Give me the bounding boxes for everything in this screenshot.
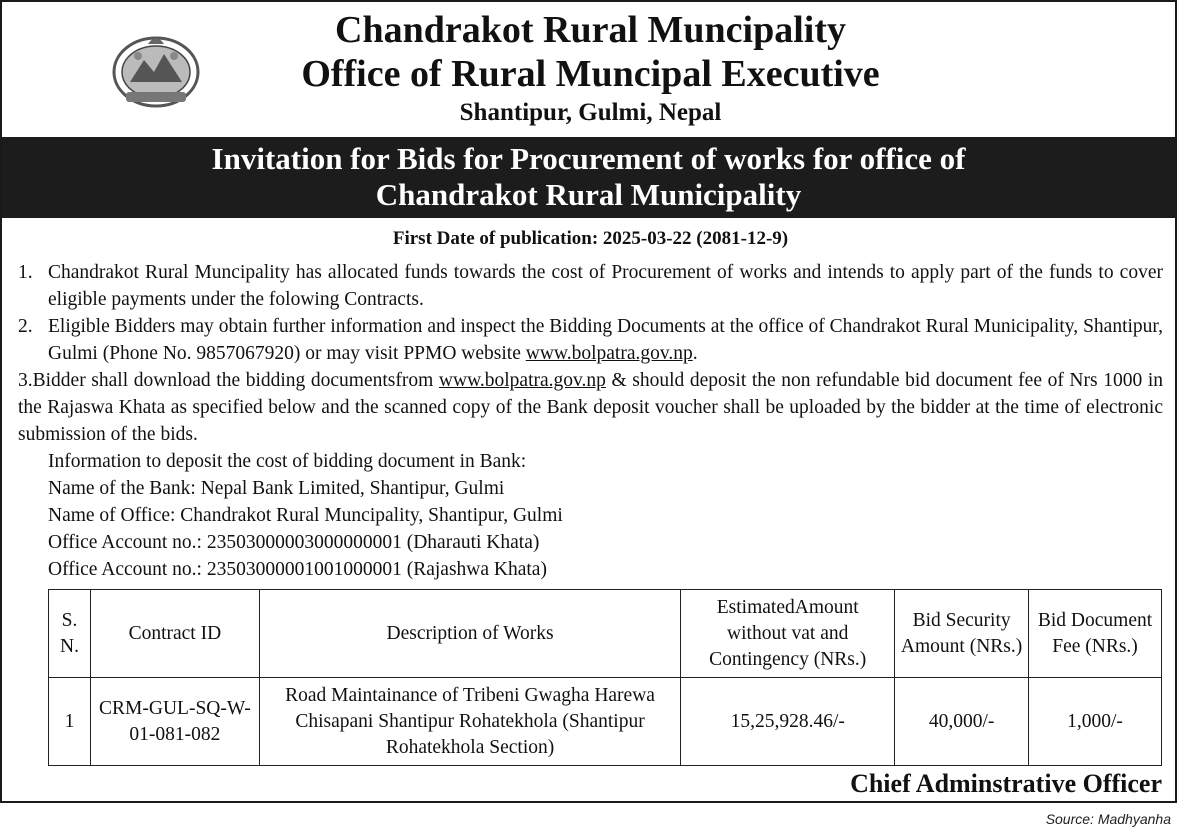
- header-contract-id: Contract ID: [90, 590, 259, 678]
- cell-estimated-amount: 15,25,928.46/-: [681, 678, 895, 766]
- header-estimated-amount: EstimatedAmount without vat and Contingency (NRs.): [681, 590, 895, 678]
- municipality-title: Chandrakot Rural Muncipality: [335, 9, 846, 51]
- office-name: Name of Office: Chandrakot Rural Muncipality, Shantipur, Gulmi: [48, 505, 563, 526]
- paragraph-3-rest: & should deposit the non refundable bid document fee of Nrs 1000 in the Rajaswa Khata as specified below and the scanned copy of the Bank deposit voucher shall be uploaded by the bidder at the time of electronic submission of the bids.: [18, 370, 1163, 445]
- paragraph-2-text: [48, 313, 1163, 367]
- office-title: Office of Rural Muncipal Executive: [301, 53, 880, 95]
- header: [0, 0, 1181, 136]
- cell-contract-id: CRM-GUL-SQ-W-01-081-082: [90, 678, 259, 766]
- header-description: Description of Works: [259, 590, 680, 678]
- paragraph-2: [18, 313, 1163, 367]
- header-bid-security: Bid Security Amount (NRs.): [895, 590, 1029, 678]
- signature: Chief Adminstrative Officer: [850, 769, 1162, 798]
- works-table: [48, 589, 1162, 766]
- paragraph-2-text-b: .: [692, 343, 698, 364]
- notice-body: [18, 259, 1163, 583]
- paragraph-1-text: Chandrakot Rural Muncipality has allocated funds towards the cost of Procurement of works and intends to apply part of the funds to cover eligible payments under the folowing Contracts.: [48, 262, 1163, 310]
- invitation-banner: [2, 137, 1175, 218]
- account-dharauti: Office Account no.: 23503000003000000001 (Dharauti Khata): [48, 532, 540, 553]
- paragraph-3-prefix: 3.Bidder shall download the bidding documentsfrom: [18, 370, 439, 391]
- office-address: Shantipur, Gulmi, Nepal: [459, 99, 722, 126]
- account-rajashwa: Office Account no.: 23503000001001000001 (Rajashwa Khata): [48, 559, 547, 580]
- cell-description: Road Maintainance of Tribeni Gwagha Harewa Chisapani Shantipur Rohatekhola (Shantipur Rohatekhola Section): [259, 678, 680, 766]
- table-header-row: [49, 590, 1162, 678]
- paragraph-3-text: [18, 367, 1163, 448]
- cell-bid-security: 40,000/-: [895, 678, 1029, 766]
- cell-sn: 1: [49, 678, 91, 766]
- paragraph-3: [18, 367, 1163, 448]
- table-row: [49, 678, 1162, 766]
- banner-line-2: Chandrakot Rural Municipality: [375, 177, 802, 212]
- paragraph-2-text-a: Eligible Bidders may obtain further information and inspect the Bidding Documents at the office of Chandrakot Rural Municipality, Shantipur, Gulmi (Phone No. 9857067920) or may visit PPMO website: [48, 316, 1163, 364]
- cell-document-fee: 1,000/-: [1029, 678, 1162, 766]
- paragraph-1-number: 1.: [18, 262, 33, 283]
- bank-info-intro: Information to deposit the cost of bidding document in Bank:: [48, 451, 527, 472]
- header-document-fee: Bid Document Fee (NRs.): [1029, 590, 1162, 678]
- source-credit: Source: Madhyanha: [1045, 811, 1171, 827]
- bolpatra-link-2[interactable]: www.bolpatra.gov.np: [438, 370, 606, 391]
- paragraph-1: [18, 259, 1163, 313]
- paragraph-2-number: 2.: [18, 316, 33, 337]
- header-sn: S. N.: [49, 590, 91, 678]
- publication-date: First Date of publication: 2025-03-22 (2081-12-9): [392, 228, 789, 249]
- bolpatra-link[interactable]: www.bolpatra.gov.np: [525, 343, 693, 364]
- bank-name: Name of the Bank: Nepal Bank Limited, Shantipur, Gulmi: [48, 478, 505, 499]
- banner-line-1: Invitation for Bids for Procurement of works for office of: [211, 141, 966, 176]
